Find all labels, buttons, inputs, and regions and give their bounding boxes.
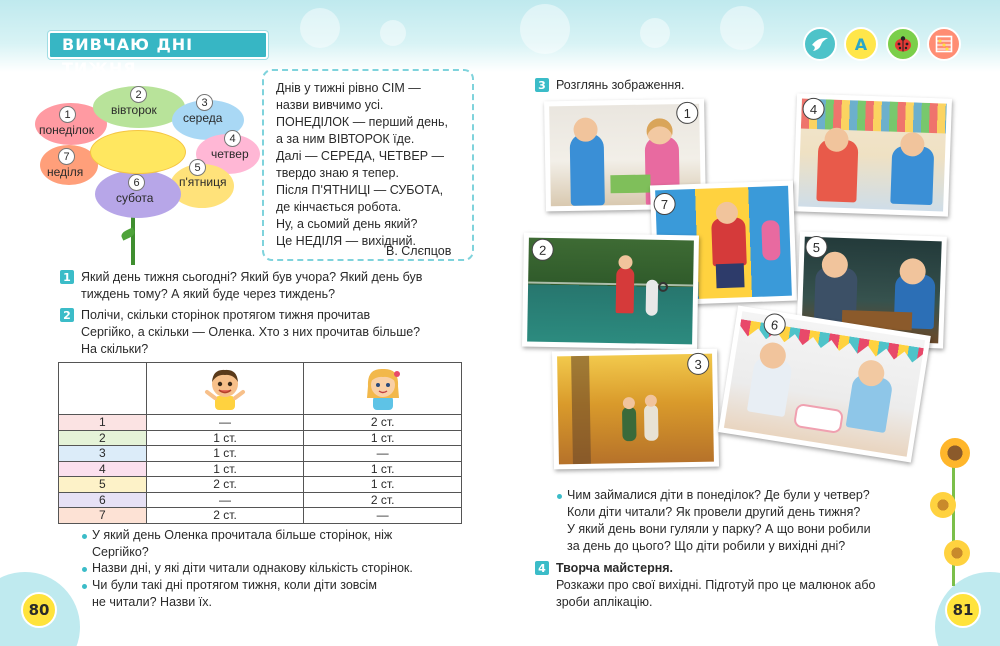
task3-question: за день до цього? Що діти робили у вихідні дні? xyxy=(567,539,846,553)
girl-pages-cell: 1 ст. xyxy=(304,477,462,493)
task-number-1: 1 xyxy=(60,270,74,284)
poem-line: Ну, а сьомий день який? xyxy=(276,217,418,231)
table-header-girl xyxy=(304,363,462,415)
ladybug-icon xyxy=(886,27,920,61)
poem-line: назви вивчимо усі. xyxy=(276,98,384,112)
bird-icon xyxy=(803,27,837,61)
day-cell: 4 xyxy=(59,461,147,477)
photo-number: 7 xyxy=(653,193,676,216)
photo-number: 2 xyxy=(532,239,554,261)
bullet xyxy=(82,567,87,572)
boy-icon xyxy=(203,364,247,410)
photo-thursday xyxy=(793,93,952,216)
task4-title: Творча майстерня. xyxy=(556,561,674,575)
day-label-saturday: субота xyxy=(116,191,154,205)
sunflower-decor xyxy=(930,436,980,586)
letter-a-icon: А xyxy=(844,27,878,61)
photo-wednesday xyxy=(552,349,719,470)
day-label-wednesday: середа xyxy=(183,111,223,125)
boy-pages-cell: — xyxy=(146,492,304,508)
poem-line: а за ним ВІВТОРОК їде. xyxy=(276,132,415,146)
decor-bubble xyxy=(640,18,670,48)
day-cell: 6 xyxy=(59,492,147,508)
task2-question: Чи були такі дні протягом тижня, коли діти зовсім xyxy=(92,578,377,592)
poem-line: Це НЕДІЛЯ — вихідний. xyxy=(276,234,416,248)
photo-tuesday xyxy=(522,232,699,349)
decor-bubble xyxy=(300,8,340,48)
task4-line: зроби аплікацію. xyxy=(556,595,653,609)
task-number-3: 3 xyxy=(535,78,549,92)
boy-pages-cell: 2 ст. xyxy=(146,508,304,524)
poem-line: Далі — СЕРЕДА, ЧЕТВЕР — xyxy=(276,149,445,163)
poem-line: ПОНЕДІЛОК — перший день, xyxy=(276,115,448,129)
poem-line: Після П'ЯТНИЦІ — СУБОТА, xyxy=(276,183,444,197)
day-cell: 5 xyxy=(59,477,147,493)
day-number-1: 1 xyxy=(59,106,76,123)
photo-number: 4 xyxy=(802,98,825,121)
day-cell: 1 xyxy=(59,415,147,431)
task-number-4: 4 xyxy=(535,561,549,575)
day-label-monday: понеділок xyxy=(39,123,94,137)
table-row xyxy=(59,415,462,431)
poem-line: де кінчається робота. xyxy=(276,200,402,214)
task3-question: Чим займалися діти в понеділок? Де були у четвер? xyxy=(567,488,870,502)
poem-line: Днів у тижні рівно СІМ — xyxy=(276,81,421,95)
boy-pages-cell: 1 ст. xyxy=(146,461,304,477)
task3-question: Коли діти читали? Як провели другий день тижня? xyxy=(567,505,861,519)
day-label-thursday: четвер xyxy=(211,147,249,161)
section-title xyxy=(48,31,268,78)
boy-pages-cell: 1 ст. xyxy=(146,446,304,462)
task2-question: У який день Оленка прочитала більше сторінок, ніж xyxy=(92,528,393,542)
photo-number: 5 xyxy=(805,236,828,259)
poem-author: В. Слєпцов xyxy=(386,244,452,258)
day-cell: 2 xyxy=(59,430,147,446)
task2-question: Назви дні, у які діти читали однакову кількість сторінок. xyxy=(92,561,413,575)
decor-bubble xyxy=(720,6,764,50)
day-number-2: 2 xyxy=(130,86,147,103)
day-label-sunday: неділя xyxy=(47,165,84,179)
table-header-row xyxy=(59,363,462,415)
girl-pages-cell: 1 ст. xyxy=(304,461,462,477)
day-number-3: 3 xyxy=(196,94,213,111)
bullet xyxy=(82,584,87,589)
section-title-text: ВИВЧАЮ ДНІ ТИЖНЯ xyxy=(62,35,194,78)
table-row xyxy=(59,461,462,477)
day-number-4: 4 xyxy=(224,130,241,147)
day-number-6: 6 xyxy=(128,174,145,191)
photo-number: 6 xyxy=(762,312,787,337)
photo-number: 1 xyxy=(676,102,698,124)
photo-number: 3 xyxy=(687,353,709,375)
girl-pages-cell: — xyxy=(304,508,462,524)
day-cell: 3 xyxy=(59,446,147,462)
table-row xyxy=(59,430,462,446)
girl-pages-cell: 1 ст. xyxy=(304,430,462,446)
page-number-left: 80 xyxy=(21,592,57,628)
decor-bubble xyxy=(520,4,570,54)
decor-bubble xyxy=(380,20,406,46)
task4-line: Розкажи про свої вихідні. Підготуй про це малюнок або xyxy=(556,578,876,592)
task-number-2: 2 xyxy=(60,308,74,322)
day-number-5: 5 xyxy=(189,159,206,176)
task1-line: Який день тижня сьогодні? Який був учора? Який день був xyxy=(81,270,423,284)
day-cell: 7 xyxy=(59,508,147,524)
task2-question: Сергійко? xyxy=(92,545,149,559)
poem-line: твердо знаю я тепер. xyxy=(276,166,399,180)
table-header-empty xyxy=(59,363,147,415)
boy-pages-cell: 2 ст. xyxy=(146,477,304,493)
reading-table xyxy=(58,362,462,524)
table-row xyxy=(59,477,462,493)
abacus-icon xyxy=(927,27,961,61)
poem-box xyxy=(262,69,474,261)
task3-question: У який день вони гуляли у парку? А що вони робили xyxy=(567,522,871,536)
day-label-tuesday: вівторок xyxy=(111,103,157,117)
flower-center xyxy=(90,130,186,174)
boy-pages-cell: — xyxy=(146,415,304,431)
bullet xyxy=(557,494,562,499)
task2-line: Сергійко, а скільки — Оленка. Хто з них прочитав більше? xyxy=(81,325,421,339)
task2-line: Полічи, скільки сторінок протягом тижня прочитав xyxy=(81,308,371,322)
girl-pages-cell: — xyxy=(304,446,462,462)
girl-pages-cell: 2 ст. xyxy=(304,492,462,508)
boy-pages-cell: 1 ст. xyxy=(146,430,304,446)
task1-line: тиждень тому? А який буде через тиждень? xyxy=(81,287,336,301)
table-header-boy xyxy=(146,363,304,415)
page-number-right: 81 xyxy=(945,592,981,628)
table-row xyxy=(59,446,462,462)
girl-icon xyxy=(361,364,405,410)
table-body xyxy=(59,415,462,524)
day-label-friday: п'ятниця xyxy=(179,175,227,189)
table-row xyxy=(59,508,462,524)
day-number-7: 7 xyxy=(58,148,75,165)
bullet xyxy=(82,534,87,539)
task3-title: Розглянь зображення. xyxy=(556,78,685,92)
task2-line: На скільки? xyxy=(81,342,149,356)
girl-pages-cell: 2 ст. xyxy=(304,415,462,431)
task2-question: не читали? Назви їх. xyxy=(92,595,212,609)
table-row xyxy=(59,492,462,508)
